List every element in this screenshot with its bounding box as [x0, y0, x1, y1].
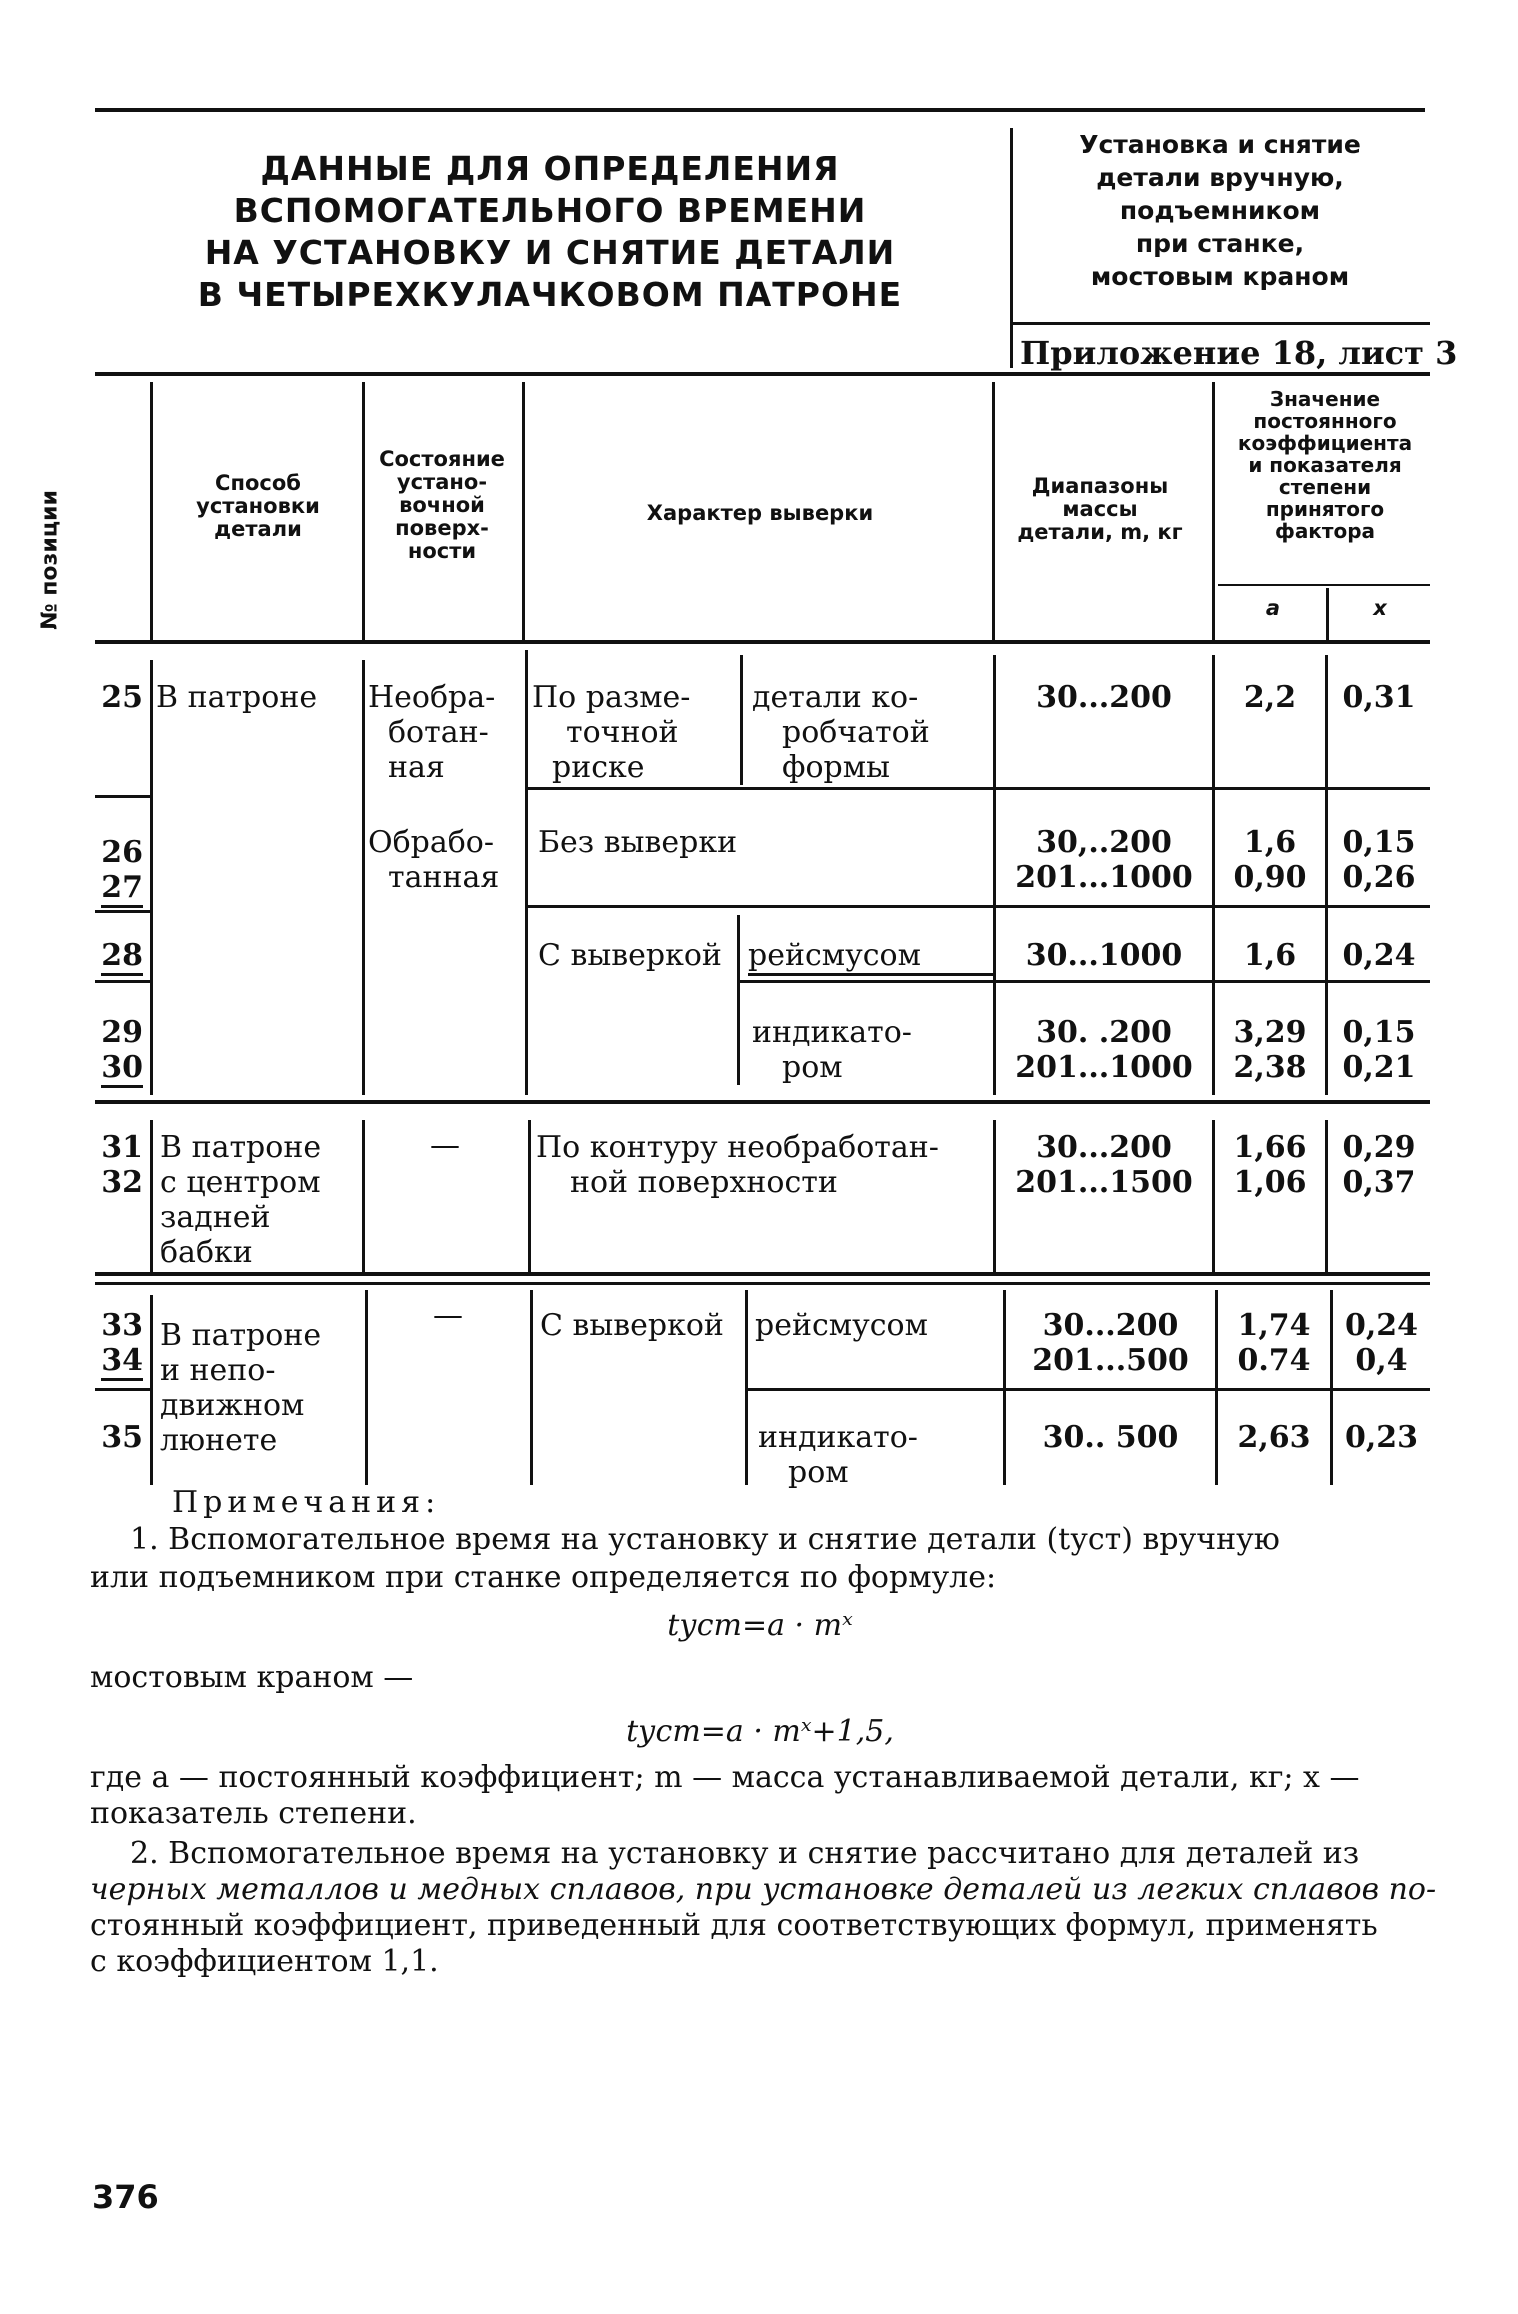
pos-29: 29: [101, 1015, 143, 1050]
tool-surface-gauge: рейсмусом: [748, 938, 993, 976]
align-box-parts: детали ко- робчатой формы: [752, 680, 930, 785]
appendix-label: Приложение 18, лист 3: [1020, 334, 1458, 372]
x-32: 0,37: [1342, 1165, 1416, 1200]
body-vrule: [150, 660, 153, 1095]
row-rule: [95, 1100, 1430, 1104]
row-rule: [740, 980, 1430, 983]
x-27: 0,26: [1342, 860, 1416, 895]
x-28: 0,24: [1342, 938, 1416, 973]
surface-dash: —: [430, 1128, 460, 1163]
mass-31: 30...200: [1036, 1130, 1172, 1165]
mass-29: 30. .200: [1036, 1015, 1172, 1050]
header-coef: Значение постоянного коэффициента и показателя степени принятого фактора: [1237, 387, 1413, 543]
header-vrule: [362, 382, 365, 640]
a-29: 3,29: [1233, 1015, 1307, 1050]
mass-33: 30...200: [1042, 1308, 1179, 1343]
notes-heading: Примечания:: [172, 1485, 441, 1520]
mass-25: 30...200: [1036, 680, 1172, 715]
row-rule: [528, 787, 1430, 790]
x-25: 0,31: [1342, 680, 1416, 715]
pos-26: 26: [101, 835, 143, 870]
surface-dash-2: —: [433, 1298, 463, 1333]
row-rule: [95, 1388, 150, 1391]
method-tailstock-center: В патроне с центром задней бабки: [160, 1130, 322, 1270]
subtitle-rule: [1012, 322, 1430, 325]
formula-manual: tуст=a · mˣ: [667, 1608, 853, 1643]
tool-indicator-2: индикато- ром: [758, 1420, 918, 1490]
a-30: 2,38: [1233, 1050, 1307, 1085]
a-26: 1,6: [1243, 825, 1297, 860]
formula-crane: tуст=a · mˣ+1,5,: [626, 1714, 894, 1749]
note-1-line-2: или подъемником при станке определяется по формуле:: [90, 1560, 997, 1595]
x-34: 0,4: [1355, 1343, 1408, 1378]
body-vrule: [737, 915, 740, 1085]
x-35: 0,23: [1344, 1420, 1419, 1455]
x-26: 0,15: [1342, 825, 1416, 860]
pos-30: 30: [97, 1050, 143, 1088]
note-2-line-2: черных металлов и медных сплавов, при установке деталей из легких сплавов по-: [90, 1872, 1437, 1907]
body-vrule: [150, 1120, 153, 1275]
coef-subrule: [1218, 584, 1430, 586]
a-32: 1,06: [1233, 1165, 1307, 1200]
x-31: 0,29: [1342, 1130, 1416, 1165]
row-rule: [95, 910, 150, 913]
mass-28: 30...1000: [1025, 938, 1183, 973]
body-vrule: [530, 1290, 533, 1485]
header-divider: [1010, 128, 1013, 368]
mass-34: 201...500: [1032, 1343, 1189, 1378]
mass-30: 201...1000: [1015, 1050, 1193, 1085]
with-alignment: С выверкой: [538, 938, 722, 973]
surface-machined: Обрабо- танная: [368, 825, 500, 895]
note-where-line-1: где a — постоянный коэффициент; m — масса устанавливаемой детали, кг; x —: [90, 1760, 1360, 1795]
header-mass: Диапазоны массы детали, m, кг: [1017, 474, 1183, 544]
pos-28: 28: [97, 938, 143, 976]
mass-27: 201...1000: [1015, 860, 1193, 895]
a-34: 0.74: [1237, 1343, 1311, 1378]
align-marking: По разме- точной риске: [532, 680, 691, 785]
x-29: 0,15: [1342, 1015, 1416, 1050]
page-number: 376: [92, 2178, 159, 2216]
page-title: ДАННЫЕ ДЛЯ ОПРЕДЕЛЕНИЯ ВСПОМОГАТЕЛЬНОГО ВРЕМЕНИ НА УСТАНОВКУ И СНЯТИЕ ДЕТАЛИ В ЧЕТЫРЕХКУЛАЧКОВОМ ПАТРОНЕ: [197, 149, 903, 314]
page-subtitle: Установка и снятие детали вручную, подъемником при станке, мостовым краном: [1079, 130, 1361, 291]
a-27: 0,90: [1233, 860, 1307, 895]
row-rule: [95, 1272, 1430, 1276]
a-33: 1,74: [1237, 1308, 1311, 1343]
header-bottom-rule: [95, 640, 1430, 644]
note-1-line-1: 1. Вспомогательное время на установку и снятие детали (tуст) вручную: [130, 1522, 1280, 1557]
header-method: Способ установки детали: [196, 471, 320, 541]
header-x: x: [1373, 596, 1387, 620]
row-rule: [95, 795, 150, 798]
pos-31: 31: [101, 1130, 143, 1165]
table-top-rule: [95, 372, 1430, 376]
body-vrule: [362, 660, 365, 1095]
ax-divider: [1326, 588, 1329, 640]
row-rule: [528, 905, 1430, 908]
header-vrule: [522, 382, 525, 640]
align-contour: По контуру необработан- ной поверхности: [536, 1130, 939, 1200]
x-33: 0,24: [1344, 1308, 1419, 1343]
header-surface: Состояние устано- вочной поверх- ности: [379, 447, 505, 563]
pos-25: 25: [101, 680, 143, 715]
note-where-line-2: показатель степени.: [90, 1796, 417, 1831]
a-35: 2,63: [1237, 1420, 1311, 1455]
body-vrule: [740, 655, 743, 785]
pos-34: 34: [97, 1343, 143, 1381]
mass-32: 201...1500: [1015, 1165, 1193, 1200]
header-a: a: [1265, 596, 1281, 620]
pos-27: 27: [97, 870, 143, 908]
mass-26: 30,..200: [1036, 825, 1172, 860]
top-rule: [95, 108, 1425, 112]
pos-32: 32: [101, 1165, 143, 1200]
x-30: 0,21: [1342, 1050, 1416, 1085]
pos-35: 35: [101, 1420, 143, 1455]
note-2-line-3: стоянный коэффициент, приведенный для соответствующих формул, применять: [90, 1908, 1378, 1943]
body-vrule: [150, 1295, 153, 1485]
mass-35: 30.. 500: [1042, 1420, 1179, 1455]
note-2-line-1: 2. Вспомогательное время на установку и снятие рассчитано для деталей из: [130, 1836, 1360, 1871]
tool-surface-gauge-2: рейсмусом: [755, 1308, 928, 1343]
a-25: 2,2: [1243, 680, 1297, 715]
header-vrule: [992, 382, 995, 640]
note-2-line-4: с коэффициентом 1,1.: [90, 1944, 439, 1979]
note-crane: мостовым краном —: [90, 1660, 414, 1695]
no-alignment: Без выверки: [538, 825, 738, 860]
pos-33: 33: [101, 1308, 143, 1343]
method-steady-rest: В патроне и непо- движном люнете: [160, 1318, 322, 1458]
a-28: 1,6: [1243, 938, 1297, 973]
with-alignment-2: С выверкой: [540, 1308, 724, 1343]
header-alignment: Характер выверки: [646, 501, 874, 525]
row-rule: [95, 980, 150, 983]
header-position: № позиции: [37, 490, 63, 630]
header-vrule: [150, 382, 153, 640]
body-vrule: [528, 1120, 531, 1275]
row-rule: [745, 1388, 1430, 1391]
header-vrule: [1212, 382, 1215, 640]
row-rule: [95, 1282, 1430, 1285]
method-in-chuck: В патроне: [156, 680, 318, 715]
a-31: 1,66: [1233, 1130, 1307, 1165]
tool-indicator: индикато- ром: [752, 1015, 912, 1085]
surface-unmachined: Необра- ботан- ная: [368, 680, 496, 785]
